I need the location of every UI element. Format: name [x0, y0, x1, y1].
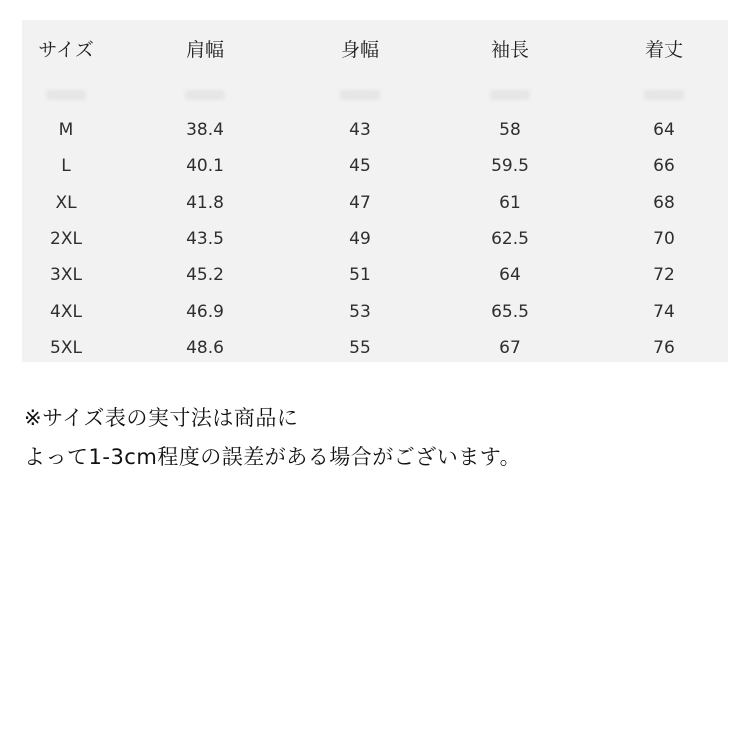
cell-size: 3XL — [50, 265, 82, 286]
cell-sleeve-length: 67 — [499, 337, 521, 358]
cell-total-length: 70 — [653, 229, 675, 250]
cell-total-length: 72 — [653, 265, 675, 286]
table-row — [22, 185, 728, 221]
cell-shoulder-width: 38.4 — [186, 120, 224, 141]
cell-total-length: 64 — [653, 120, 675, 141]
cell-body-width: 53 — [349, 301, 371, 322]
table-row — [22, 257, 728, 293]
table-row — [22, 148, 728, 184]
header-total-length: 着丈 — [600, 20, 728, 112]
cell-body-width: 47 — [349, 192, 371, 213]
cell-shoulder-width: 41.8 — [186, 192, 224, 213]
cell-total-length: 68 — [653, 192, 675, 213]
table-row — [22, 293, 728, 329]
cell-sleeve-length: 59.5 — [491, 156, 529, 177]
cell-size: M — [58, 120, 74, 141]
cell-total-length: 76 — [653, 337, 675, 358]
cell-body-width: 55 — [349, 337, 371, 358]
table-row — [22, 330, 728, 366]
cell-sleeve-length: 58 — [499, 120, 521, 141]
cell-size: 4XL — [50, 301, 82, 322]
cell-sleeve-length: 64 — [499, 265, 521, 286]
cell-body-width: 51 — [349, 265, 371, 286]
cell-total-length: 66 — [653, 156, 675, 177]
cell-size: 5XL — [50, 337, 82, 358]
cell-sleeve-length: 62.5 — [491, 229, 529, 250]
cell-sleeve-length: 61 — [499, 192, 521, 213]
size-note-line-1: ※サイズ表の実寸法は商品に — [24, 406, 299, 430]
size-table-panel — [22, 20, 728, 362]
cell-body-width: 49 — [349, 229, 371, 250]
header-size: サイズ — [22, 20, 110, 112]
cell-shoulder-width: 43.5 — [186, 229, 224, 250]
table-header-row — [22, 20, 728, 112]
header-shoulder-width: 肩幅 — [110, 20, 300, 112]
cell-size: L — [61, 156, 71, 177]
cell-shoulder-width: 40.1 — [186, 156, 224, 177]
header-sleeve-length: 袖長 — [420, 20, 600, 112]
size-note-line-2: よって1-3cm程度の誤差がある場合がございます。 — [24, 445, 522, 469]
cell-sleeve-length: 65.5 — [491, 301, 529, 322]
cell-body-width: 43 — [349, 120, 371, 141]
header-body-width: 身幅 — [300, 20, 420, 112]
cell-shoulder-width: 48.6 — [186, 337, 224, 358]
cell-shoulder-width: 45.2 — [186, 265, 224, 286]
cell-total-length: 74 — [653, 301, 675, 322]
cell-body-width: 45 — [349, 156, 371, 177]
table-row — [22, 112, 728, 148]
cell-size: 2XL — [50, 229, 82, 250]
cell-size: XL — [55, 192, 77, 213]
cell-shoulder-width: 46.9 — [186, 301, 224, 322]
size-table — [22, 20, 728, 366]
table-row — [22, 221, 728, 257]
